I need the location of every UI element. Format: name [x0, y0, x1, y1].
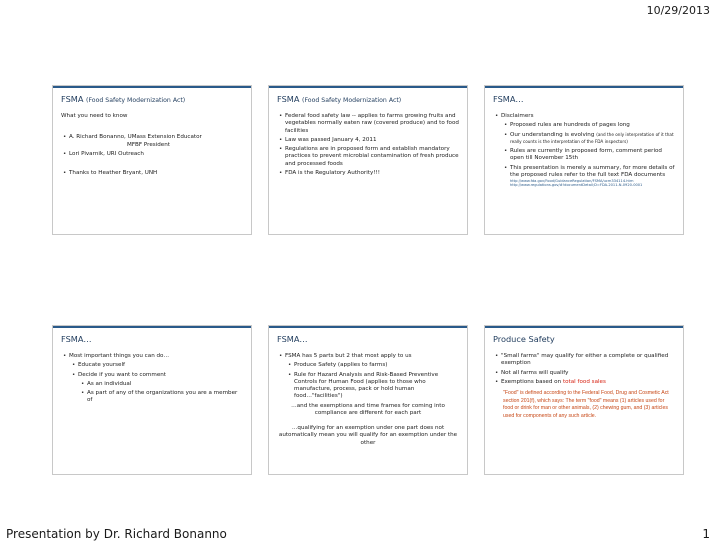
page-number: 1 — [702, 527, 710, 541]
sub-bullet-list — [501, 122, 675, 187]
slide-5 — [268, 325, 468, 475]
sub-bullet-text: Decide if you want to comment — [78, 371, 166, 378]
slide-title-sub: (Food Safety Modernization Act) — [86, 97, 186, 104]
slide-title — [277, 94, 459, 104]
sub-bullet-item: • Educate yourself — [78, 362, 243, 369]
bullet-text: Disclaimers — [501, 113, 534, 119]
presenter-footer: Presentation by Dr. Richard Bonanno — [6, 527, 227, 541]
bullet-item — [501, 113, 675, 188]
bullet-item: • Thanks to Heather Bryant, UNH — [69, 170, 243, 177]
bullet-list — [493, 353, 675, 386]
bullet-list — [493, 113, 675, 188]
sub-bullet-item — [510, 165, 675, 188]
sub-bullet-item: • Proposed rules are hundreds of pages long — [510, 122, 675, 129]
slide-2 — [268, 85, 468, 235]
sub-bullet-list — [285, 362, 459, 400]
slide-title — [61, 94, 243, 104]
bullet-item — [69, 134, 243, 149]
bullet-item: • Law was passed January 4, 2011 — [285, 137, 459, 144]
bullet-item — [285, 353, 459, 401]
bullet-item: • Not all farms will qualify — [501, 370, 675, 377]
slide-title: FSMA… — [61, 334, 92, 344]
food-definition-note: "Food" is defined according to the Federal Food, Drug and Cosmetic Act section 201(f), which says: The term "food" means (1) articles used for food or drink for man or other animals, (2) chewing gum, and (3) articles used for components of any such article. — [503, 390, 669, 419]
slide-title-sub: (Food Safety Modernization Act) — [302, 97, 402, 104]
slide-body — [277, 353, 459, 447]
slide-1 — [52, 85, 252, 235]
slide-body — [277, 113, 459, 177]
sub-bullet-item: • Produce Safety (applies to farms) — [294, 362, 459, 369]
slide-body — [61, 113, 243, 177]
sub-bullet-list — [69, 362, 243, 404]
sub-bullet-item: • Rule for Hazard Analysis and Risk-Based Preventive Controls for Human Food (applies to those who manufacture, process, pack or hold human food…"facilities") — [294, 372, 459, 401]
fda-link[interactable]: http://www.fda.gov/Food/GuidanceRegulation/FSMA/ucm334114.htm — [510, 179, 634, 184]
bullet-item — [501, 379, 675, 386]
sub-sub-bullet-list — [78, 381, 243, 405]
bullet-list — [277, 113, 459, 177]
slide-paragraph: …qualifying for an exemption under one part does not automatically mean you will qualify for an exemption under the other — [278, 425, 458, 446]
slide-title-main: FSMA — [61, 94, 84, 104]
sub-bullet-text: This presentation is merely a summary, for more details of the proposed rules refer to the full text FDA documents — [510, 164, 675, 178]
slide-body — [61, 353, 243, 405]
bullet-item: • FDA is the Regulatory Authority!!! — [285, 170, 459, 177]
sub-sub-bullet-item: • As an individual — [87, 381, 243, 388]
slide-body — [493, 113, 675, 188]
slide-body — [493, 353, 675, 420]
bullet-item: • Regulations are in proposed form and establish mandatory practices to prevent microbial contamination of fresh produce and processed foods — [285, 146, 459, 168]
bullet-item: • Federal food safety law -- applies to farms growing fruits and vegetables normally eaten raw (covered produce) and to food facilities — [285, 113, 459, 135]
sub-bullet-item — [78, 372, 243, 405]
slide-title: Produce Safety — [493, 334, 555, 344]
bullet-list — [61, 134, 243, 177]
slide-title: FSMA… — [493, 94, 524, 104]
bullet-text: A. Richard Bonanno, UMass Extension Educator — [69, 134, 202, 141]
print-date: 10/29/2013 — [646, 4, 710, 17]
regulations-link[interactable]: http://www.regulations.gov/#!documentDetail;D=FDA-2011-N-0920-0001 — [510, 183, 643, 188]
sub-bullet-item: • Rules are currently in proposed form, comment period open till November 15th — [510, 148, 675, 163]
bullet-list — [61, 353, 243, 405]
slide-title: FSMA… — [277, 334, 308, 344]
sub-sub-bullet-item: • As part of any of the organizations you are a member of — [87, 390, 243, 405]
bullet-text: Exemptions based on — [501, 378, 562, 385]
slide-6 — [484, 325, 684, 475]
bullet-item — [69, 353, 243, 405]
sub-bullet-item — [510, 132, 675, 147]
bullet-text-line2: MFBF President — [127, 141, 170, 148]
slide-paragraph: …and the exemptions and time frames for coming into compliance are different for each part — [291, 402, 445, 416]
bullet-text: Most important things you can do… — [69, 353, 170, 359]
slide-title-main: FSMA — [277, 94, 300, 104]
bullet-list — [277, 353, 459, 401]
slide-intro: What you need to know — [61, 113, 128, 119]
sub-bullet-text: Our understanding is evolving — [510, 131, 595, 138]
slide-3 — [484, 85, 684, 235]
sub-bullet-note: (and the only interpretation of it that really counts is the interpretation of the FDA inspectors) — [510, 131, 674, 144]
bullet-item: • "Small farms" may qualify for either a complete or qualified exemption — [501, 353, 675, 368]
bullet-item: • Lori Pivarnik, URI Outreach — [69, 151, 243, 158]
bullet-text: FSMA has 5 parts but 2 that most apply to us — [285, 353, 412, 359]
slide-4 — [52, 325, 252, 475]
bullet-highlight: total food sales — [562, 378, 606, 385]
